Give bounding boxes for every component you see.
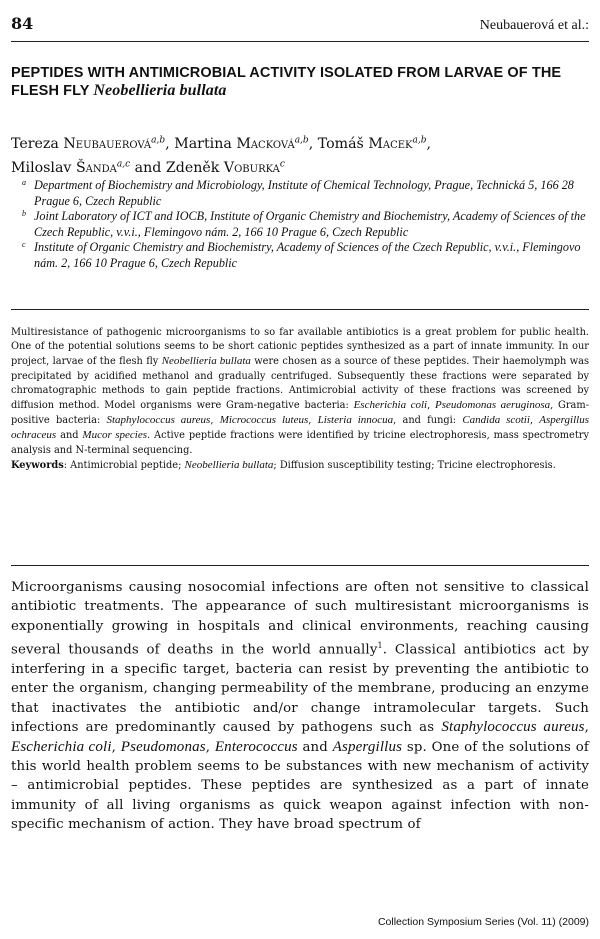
affiliations [22,178,592,271]
title-main: PEPTIDES WITH ANTIMICROBIAL ACTIVITY ISOLATED FROM LARVAE OF THE FLESH FLY [11,65,562,99]
page-header [11,14,589,38]
affiliation-c: c Institute of Organic Chemistry and Biochemistry, Academy of Sciences of the Czech Republic, v.v.i., Flemingovo nám. 2, 166 10 Prague 6, Czech Republic [22,240,581,270]
keywords: Keywords: Antimicrobial peptide; Neobellieria bullata; Diffusion susceptibility testing; Tricine electrophoresis. [11,458,556,471]
title-species: Neobellieria bullata [93,82,227,99]
author: Zdeněk Voburka$^c$ [165,159,285,177]
header-rule [11,41,589,42]
article-title [11,64,589,100]
page-number: 84 [11,14,34,33]
affiliation-b: b Joint Laboratory of ICT and IOCB, Institute of Organic Chemistry and Biochemistry, Academy of Sciences of the Czech Republic, v.v.i., Flemingovo nám. 2, 166 10 Prague 6, Czech Republic [22,209,586,239]
author: Tomáš Macek$^{a,b}$, [317,135,432,152]
abstract-top-rule [11,309,589,310]
author: Martina Macková$^{a,b}$, [174,135,318,152]
abstract: Multiresistance of pathogenic microorganisms to so far available antibiotics is a great problem for public health. One of the potential solutions seems to be short cationic peptides synthesized as a part of innate immunity. In our project, larvae of the flesh fly Neobellieria bullata were chosen as a source of these peptides. Their haemolymph was precipitated by acidified methanol and gradually centrifuged. Subsequently these fractions were separated by chromatographic methods to gain peptide fractions. Antimicrobial activity of these fractions was screened by diffusion method. Model organisms were Gram-negative bacteria: Escherichia coli, Pseudomonas aeruginosa, Gram-positive bacteria: Staphylococcus aureus, Micrococcus luteus, Listeria innocua, and fungi: Candida scotii, Aspergillus ochraceus and Mucor species. Active peptide fractions were identified by tricine electrophoresis, mass spectrometry analysis and N-terminal sequencing. Keywords: Antimicrobial peptide; Neobellieria bullata; Diffusion susceptibility testing; Tricine electrophoresis. [11,326,589,473]
author: Tereza Neubauerová$^{a,b}$, [11,135,175,152]
abstract-bottom-rule [11,565,589,566]
reference-mark: 1 [377,641,383,651]
introduction-text: Microorganisms causing nosocomial infections are often not sensitive to classical antibiotic treatments. The appearance of such multiresistant microorganisms is exponentially growing in hospitals and clinical environments, reaching causing several thousands of deaths in the world annually$^1$. Classical antibiotics act by interfering in a specific target, bacteria can resist by preventing the antibiotic to enter the organism, changing permeability of the membrane, producing an enzyme that inactivates the antibiotic and/or change intramolecular targets. Such infections are predominantly caused by pathogens such as Staphylococcus aureus, Escherichia coli, Pseudomonas, Enterococcus and Aspergillus sp. One of the solutions of this world health problem seems to be substances with new mechanism of activity – antimicrobial peptides. These peptides are synthesized as a part of innate immunity of all living organisms as quick weapon against infection with non-specific mechanism of action. They have broad spectrum of [11,580,590,833]
footer-series: Collection Symposium Series (Vol. 11) (2009) [377,916,589,928]
author: Miloslav Šanda$^{a,c}$ and [11,159,166,177]
author-list [11,130,589,179]
running-head: Neubauerová et al.: [479,18,589,33]
affiliation-a: a Department of Biochemistry and Microbiology, Institute of Chemical Technology, Prague, Technická 5, 166 28 Prague 6, Czech Republic [22,178,574,208]
